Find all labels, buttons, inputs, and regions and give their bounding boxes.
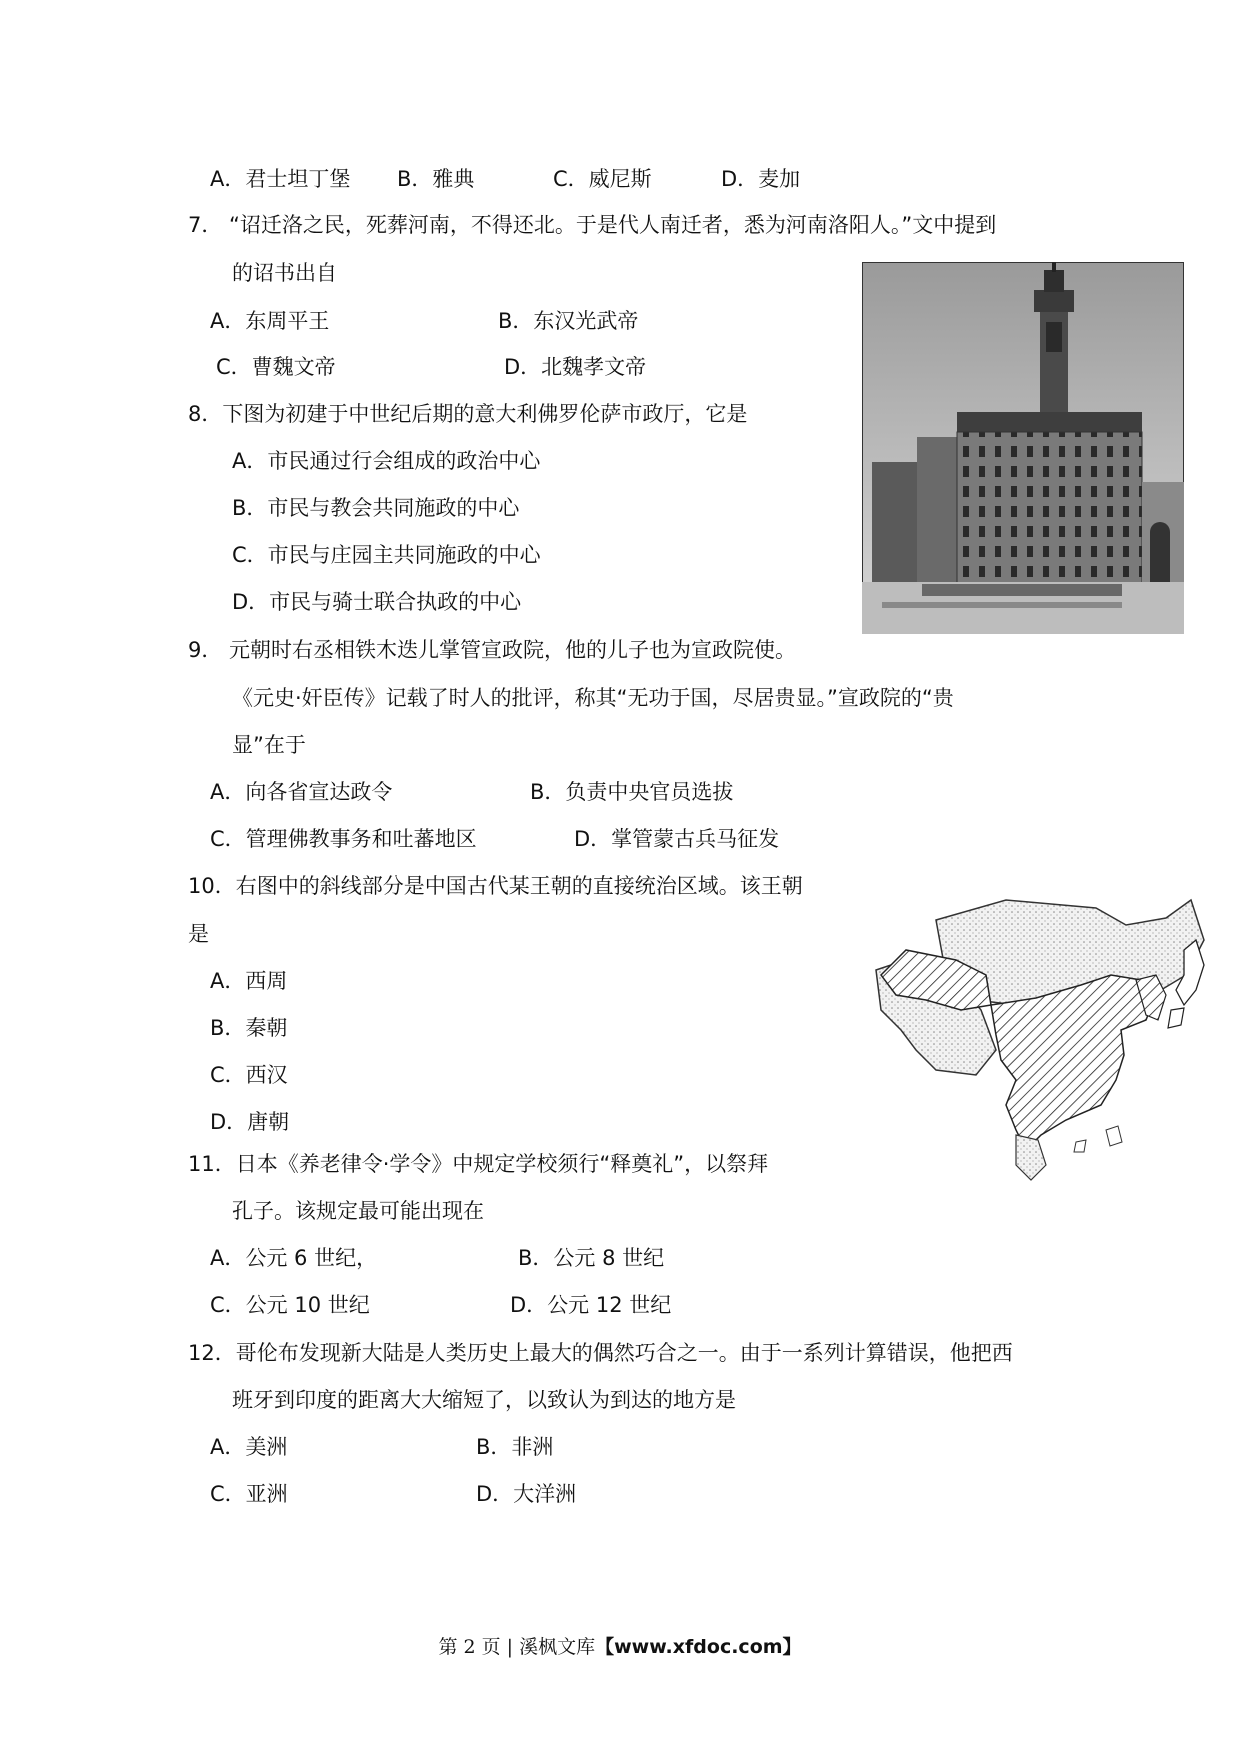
q11-option-d: D．公元 12 世纪 (510, 1293, 672, 1317)
q8-stem: 8．下图为初建于中世纪后期的意大利佛罗伦萨市政厅，它是 (188, 402, 748, 426)
q6-option-a: A．君士坦丁堡 (210, 167, 351, 191)
q6-option-d: D．麦加 (721, 167, 801, 191)
q12-option-d: D．大洋洲 (476, 1482, 577, 1506)
q10-option-d: D．唐朝 (210, 1110, 290, 1134)
q7-option-b: B．东汉光武帝 (498, 309, 639, 333)
q11-option-c: C．公元 10 世纪 (210, 1293, 370, 1317)
q12-option-a: A．美洲 (210, 1435, 288, 1459)
q7-option-d: D．北魏孝文帝 (504, 355, 647, 379)
q11-stem-line2: 孔子。该规定最可能出现在 (232, 1199, 484, 1223)
q9-option-c: C．管理佛教事务和吐蕃地区 (210, 827, 477, 851)
q9-stem-line2: 《元史·奸臣传》记载了时人的批评，称其“无功于国，尽居贵显。”宣政院的“贵 (232, 686, 954, 710)
q9-stem-line1: 9． 元朝时右丞相铁木迭儿掌管宣政院，他的儿子也为宣政院使。 (188, 638, 797, 662)
footer-library-name: | 溪枫文库 (500, 1636, 596, 1658)
q12-option-c: C．亚洲 (210, 1482, 288, 1506)
q12-stem-line1: 12．哥伦布发现新大陆是人类历史上最大的偶然巧合之一。由于一系列计算错误，他把西 (188, 1341, 1013, 1365)
q11-stem-line1: 11．日本《养老律令·学令》中规定学校须行“释奠礼”，以祭拜 (188, 1152, 769, 1176)
q8-option-b: B．市民与教会共同施政的中心 (232, 496, 520, 520)
q6-option-b: B．雅典 (397, 167, 475, 191)
q8-option-d: D．市民与骑士联合执政的中心 (232, 590, 522, 614)
q7-stem-line1: 7． “诏迁洛之民，死葬河南，不得还北。于是代人南迁者，悉为河南洛阳人。”文中提到 (188, 213, 997, 237)
q7-option-c: C．曹魏文帝 (216, 355, 336, 379)
q12-option-b: B．非洲 (476, 1435, 554, 1459)
q9-option-b: B．负责中央官员选拔 (530, 780, 734, 804)
q6-option-c: C．威尼斯 (553, 167, 652, 191)
q9-stem-line3: 显”在于 (232, 733, 306, 757)
q10-option-c: C．西汉 (210, 1063, 288, 1087)
q10-stem-line2: 是 (188, 922, 209, 946)
q10-option-a: A．西周 (210, 969, 288, 993)
dynasty-territory-map (866, 880, 1226, 1185)
page-number: 第 2 页 (438, 1636, 501, 1658)
page-footer (0, 1632, 1240, 1659)
q9-option-d: D．掌管蒙古兵马征发 (574, 827, 780, 851)
q12-stem-line2: 班牙到印度的距离大大缩短了，以致认为到达的地方是 (232, 1388, 736, 1412)
q9-option-a: A．向各省宣达政令 (210, 780, 393, 804)
footer-website-link[interactable]: 【www.xfdoc.com】 (595, 1636, 802, 1658)
florence-town-hall-photo (862, 262, 1184, 634)
q8-option-a: A．市民通过行会组成的政治中心 (232, 449, 541, 473)
q10-stem-line1: 10．右图中的斜线部分是中国古代某王朝的直接统治区域。该王朝 (188, 874, 803, 898)
q11-option-b: B．公元 8 世纪 (518, 1246, 665, 1270)
q7-option-a: A．东周平王 (210, 309, 330, 333)
q7-stem-line2: 的诏书出自 (232, 261, 337, 285)
q11-option-a: A．公元 6 世纪， (210, 1246, 378, 1270)
q8-option-c: C．市民与庄园主共同施政的中心 (232, 543, 541, 567)
q10-option-b: B．秦朝 (210, 1016, 288, 1040)
